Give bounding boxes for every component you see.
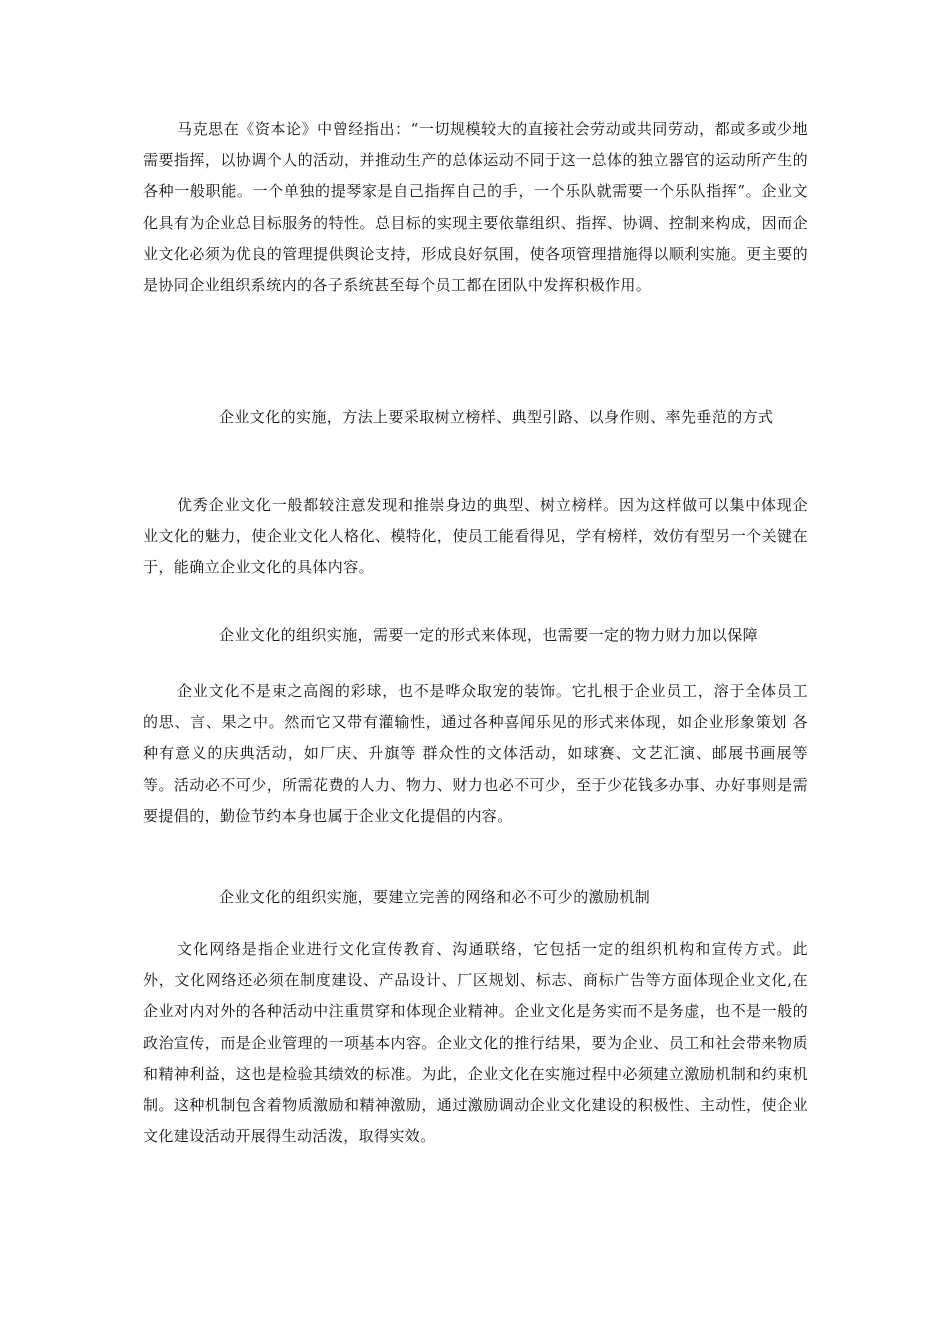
section-heading: 企业文化的实施，方法上要采取树立榜样、典型引路、以身作则、率先垂范的方式 (219, 408, 774, 426)
body-paragraph: 企业文化不是束之高阁的彩球，也不是哗众取宠的装饰。它扎根于企业员工，溶于全体员工的思、言、果之中。然而它又带有灌输性，通过各种喜闻乐见的形式来体现，如企业形象策划 各种有意义的庆典活动，如厂庆、升旗等 群众性的文体活动，如球赛、文艺汇演、邮展书画展等等。活动必不可少，所需花费的人力、物力、财力也必不可少，至于少花钱多办事、办好事则是需要提倡的，勤俭节约本身也属于企业文化提倡的内容。 (143, 682, 808, 825)
body-paragraph: 马克思在《资本论》中曾经指出：“一切规模较大的直接社会劳动或共同劳动，都或多或少地需要指挥，以协调个人的活动，并推动生产的总体运动不同于这一总体的独立器官的运动所产生的各种一般职能。一个单独的提琴家是自己指挥自己的手，一个乐队就需要一个乐队指挥”。企业文化具有为企业总目标服务的特性。总目标的实现主要依靠组织、指挥、协调、控制来构成，因而企业文化必须为优良的管理提供舆论支持，形成良好氛围，使各项管理措施得以顺利实施。更主要的是协同企业组织系统内的各子系统甚至每个员工都在团队中发挥积极作用。 (143, 120, 808, 295)
body-paragraph: 文化网络是指企业进行文化宣传教育、沟通联络，它包括一定的组织机构和宣传方式。此外，文化网络还必须在制度建设、产品设计、厂区规划、标志、商标广告等方面体现企业文化,在企业对内对外的各种活动中注重贯穿和体现企业精神。企业文化是务实而不是务虚，也不是一般的政治宣传，而是企业管理的一项基本内容。企业文化的推行结果，要为企业、员工和社会带来物质和精神利益，这也是检验其绩效的标准。为此，企业文化在实施过程中必须建立激励机制和约束机制。这种机制包含着物质激励和精神激励，通过激励调动企业文化建设的积极性、主动性，使企业文化建设活动开展得生动活泼，取得实效。 (143, 940, 808, 1146)
section-heading: 企业文化的组织实施，要建立完善的网络和必不可少的激励机制 (219, 888, 651, 906)
body-paragraph: 优秀企业文化一般都较注意发现和推崇身边的典型、树立榜样。因为这样做可以集中体现企业文化的魅力，使企业文化人格化、模特化，使员工能看得见，学有榜样，效仿有型另一个关键在于，能确立企业文化的具体内容。 (143, 496, 808, 577)
section-heading: 企业文化的组织实施，需要一定的形式来体现，也需要一定的物力财力加以保障 (219, 626, 759, 644)
